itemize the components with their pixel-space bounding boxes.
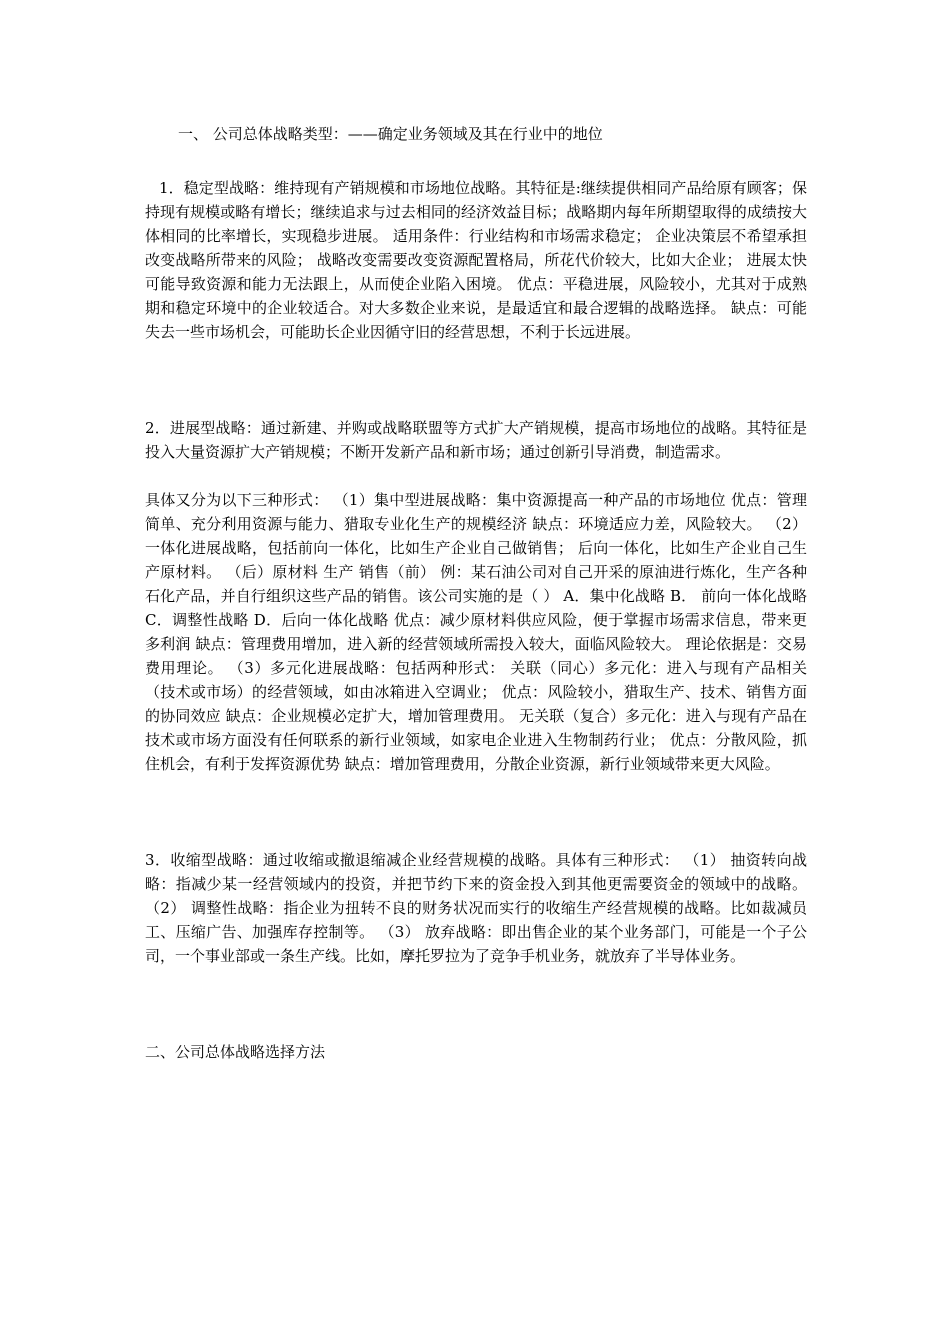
section2-heading: 二、公司总体战略选择方法 <box>145 1043 326 1061</box>
document-page <box>145 122 807 1064</box>
paragraph-retrench-strategy: 3．收缩型战略：通过收缩或撤退缩减企业经营规模的战略。具体有三种形式： （1） 抽资转向战略：指减少某一经营领域内的投资，并把节约下来的资金投入到其他更需要资金的领域中的战略。 （2） 调整性战略：指企业为扭转不良的财务状况而实行的收缩生产经营规模的战略。比如裁减员工、压缩广告、加强库存控制等。 （3） 放弃战略：即出售企业的某个业务部门，可能是一个子公司，一个事业部或一条生产线。比如，摩托罗拉为了竞争手机业务，就放弃了半导体业务。 <box>145 851 807 965</box>
paragraph-stable-strategy: 1．稳定型战略：维持现有产销规模和市场地位战略。其特征是:继续提供相同产品给原有顾客；保持现有规模或略有增长；继续追求与过去相同的经济效益目标；战略期内每年所期望取得的成绩按大体相同的比率增长，实现稳步进展。 适用条件：行业结构和市场需求稳定； 企业决策层不希望承担改变战略所带来的风险； 战略改变需要改变资源配置格局，所花代价较大，比如大企业； 进展太快可能导致资源和能力无法跟上，从而使企业陷入困境。 优点：平稳进展，风险较小，尤其对于成熟期和稳定环境中的企业较适合。对大多数企业来说，是最适宜和最合逻辑的战略选择。 缺点：可能失去一些市场机会，可能助长企业因循守旧的经营思想，不利于长远进展。 <box>145 179 807 341</box>
paragraph-growth-strategy: 2．进展型战略：通过新建、并购或战略联盟等方式扩大产销规模，提高市场地位的战略。其特征是投入大量资源扩大产销规模；不断开发新产品和新市场；通过创新引导消费，制造需求。 <box>145 419 807 461</box>
paragraph-growth-forms: 具体又分为以下三种形式： （1）集中型进展战略：集中资源提高一种产品的市场地位 优点：管理简单、充分利用资源与能力、猎取专业化生产的规模经济 缺点：环境适应力差，风险较大。 （2）一体化进展战略，包括前向一体化，比如生产企业自己做销售； 后向一体化，比如生产企业自己生产原材料。 （后）原材料 生产 销售（前） 例：某石油公司对自己开采的原油进行炼化，生产各种石化产品，并自行组织这些产品的销售。该公司实施的是（ ） A．集中化战略 B． 前向一体化战略 C．调整性战略 D．后向一体化战略 优点：减少原材料供应风险，便于掌握市场需求信息，带来更多利润 缺点：管理费用增加，进入新的经营领域所需投入较大，面临风险较大。 理论依据是：交易费用理论。 （3）多元化进展战略：包括两种形式： 关联（同心）多元化：进入与现有产品相关（技术或市场）的经营领域，如由冰箱进入空调业； 优点：风险较小，猎取生产、技术、销售方面的协同效应 缺点：企业规模必定扩大，增加管理费用。 无关联（复合）多元化：进入与现有产品在技术或市场方面没有任何联系的新行业领域，如家电企业进入生物制药行业； 优点：分散风险，抓住机会，有利于发挥资源优势 缺点：增加管理费用，分散企业资源，新行业领域带来更大风险。 <box>145 491 807 773</box>
section-heading: 一、 公司总体战略类型：——确定业务领域及其在行业中的地位 <box>178 125 603 143</box>
